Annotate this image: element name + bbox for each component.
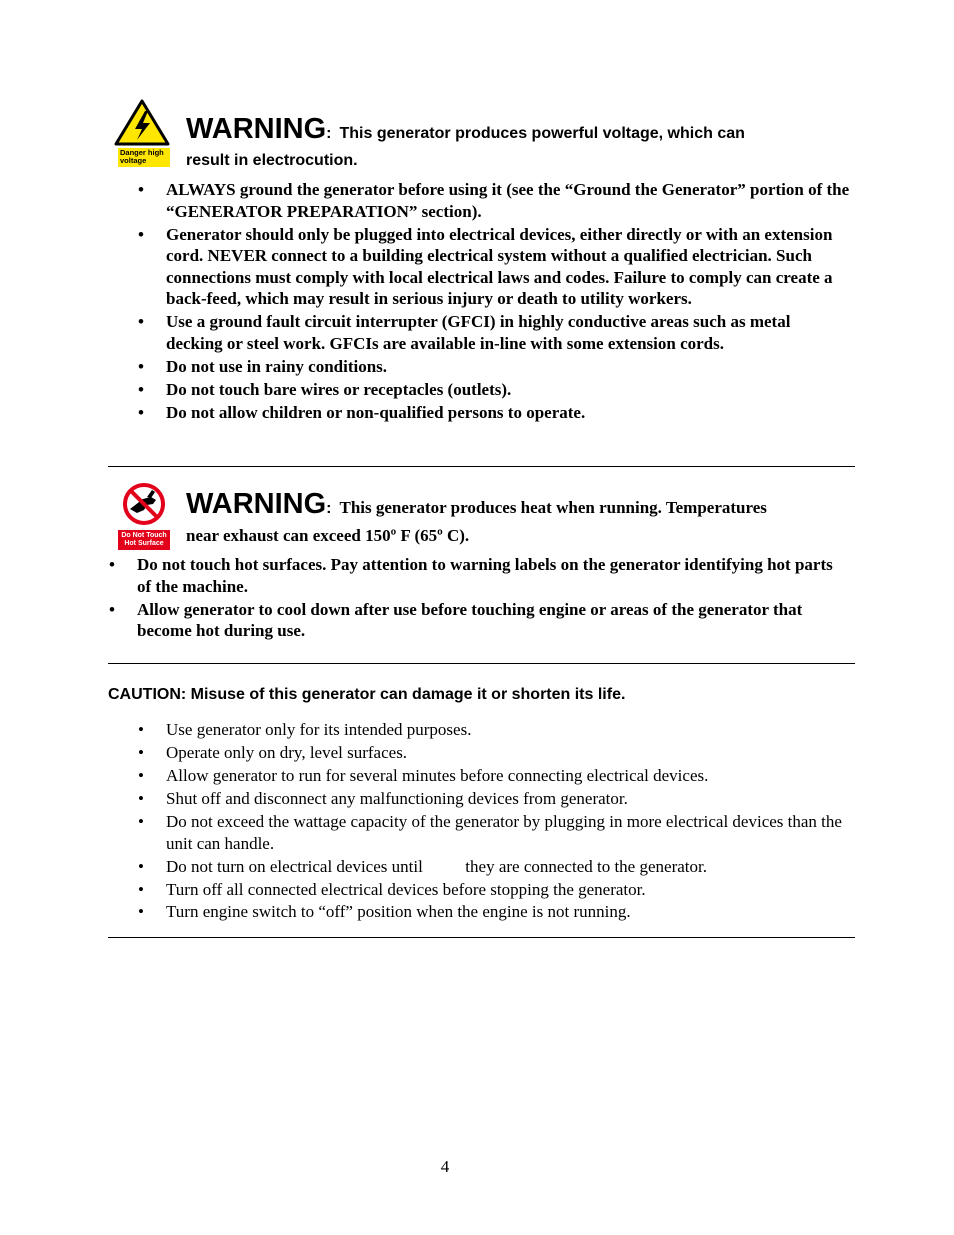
bullet: • <box>138 312 144 332</box>
high-voltage-warning-icon <box>113 98 171 170</box>
list-item <box>138 856 850 878</box>
list-item <box>138 742 850 764</box>
section-divider <box>108 466 855 467</box>
warning-message-line2: result in electrocution. <box>186 152 358 169</box>
bullet: • <box>109 555 115 574</box>
bullet: • <box>138 379 144 399</box>
icon-caption: Danger high voltage <box>120 148 164 165</box>
bullet: • <box>138 811 144 831</box>
list-item-text: Use a ground fault circuit interrupter (GFCI) in highly conductive areas such as metal decking or steel work. GFCIs are available in-line with some extension cords. <box>166 312 791 353</box>
list-item <box>138 879 850 901</box>
icon-caption-line1: Do Not Touch <box>121 532 167 539</box>
section-divider <box>108 937 855 938</box>
warning-title: WARNING <box>186 113 327 145</box>
warning2-list <box>109 554 850 643</box>
bullet: • <box>138 402 144 422</box>
list-item <box>138 765 850 787</box>
list-item <box>138 379 850 401</box>
caution-list <box>138 719 850 924</box>
list-item-text: Allow generator to cool down after use before touching engine or areas of the generator that become hot during use. <box>137 599 803 641</box>
list-item <box>109 599 850 642</box>
list-item-text: Turn off all connected electrical devices before stopping the generator. <box>166 879 646 899</box>
list-item-text: Shut off and disconnect any malfunctioning devices from generator. <box>166 788 628 808</box>
bullet: • <box>138 788 144 808</box>
list-item <box>138 224 850 310</box>
list-item-text: ALWAYS ground the generator before using it (see the “Ground the Generator” portion of the “GENERATOR PREPARATION” section). <box>166 180 850 221</box>
list-item <box>138 311 850 354</box>
bullet: • <box>138 742 144 762</box>
warning-heading <box>186 487 846 546</box>
list-item-text: Turn engine switch to “off” position when the engine is not running. <box>166 902 631 922</box>
list-item-text: Do not exceed the wattage capacity of the generator by plugging in more electrical devices than the unit can handle. <box>166 811 842 853</box>
caution-heading: CAUTION: Misuse of this generator can damage it or shorten its life. <box>108 686 626 703</box>
list-item-text: Generator should only be plugged into electrical devices, either directly or with an extension cord. NEVER connect to a building electrical system without a qualified electrician. Such connections must comply with local electrical laws and codes. Failure to comply can create a back-feed, which may result in serious injury or death to utility workers. <box>166 224 833 309</box>
list-item-text: Do not allow children or non-qualified persons to operate. <box>166 402 586 422</box>
list-item-text: Do not turn on electrical devices until they are connected to the generator. <box>166 856 707 876</box>
warning-heading <box>186 112 846 171</box>
list-item <box>138 811 850 854</box>
warning-message-line2: near exhaust can exceed 150º F (65º C). <box>186 526 470 545</box>
bullet: • <box>138 856 144 876</box>
warning-colon: : <box>326 500 332 517</box>
list-item <box>138 179 850 222</box>
list-item-text: Allow generator to run for several minutes before connecting electrical devices. <box>166 765 709 785</box>
warning-message-line1: This generator produces powerful voltage, which can <box>339 125 745 142</box>
list-item <box>138 901 850 923</box>
bullet: • <box>138 224 144 244</box>
bullet: • <box>138 180 144 199</box>
list-item <box>138 402 850 424</box>
warning-title: WARNING <box>186 488 327 520</box>
bullet: • <box>109 599 115 619</box>
section-divider <box>108 663 855 664</box>
page-number: 4 <box>440 1157 450 1176</box>
hot-surface-warning-icon <box>117 482 171 552</box>
warning1-list <box>138 179 850 425</box>
icon-caption-line2: Hot Surface <box>124 540 164 547</box>
list-item-text: Use generator only for its intended purposes. <box>166 720 472 739</box>
warning-colon: : <box>326 125 332 142</box>
list-item <box>138 719 850 741</box>
bullet: • <box>138 879 144 899</box>
list-item-text: Operate only on dry, level surfaces. <box>166 742 408 762</box>
bullet: • <box>138 720 144 739</box>
list-item-text: Do not touch hot surfaces. Pay attention to warning labels on the generator identifying hot parts of the machine. <box>137 555 833 596</box>
list-item <box>138 356 850 378</box>
list-item-text: Do not use in rainy conditions. <box>166 356 388 376</box>
bullet: • <box>138 765 144 785</box>
warning-message-line1: This generator produces heat when running. Temperatures <box>339 498 767 517</box>
icon-caption <box>118 532 170 548</box>
bullet: • <box>138 356 144 376</box>
list-item <box>109 554 850 597</box>
bullet: • <box>138 902 144 922</box>
list-item-text: Do not touch bare wires or receptacles (outlets). <box>166 379 512 399</box>
list-item <box>138 788 850 810</box>
